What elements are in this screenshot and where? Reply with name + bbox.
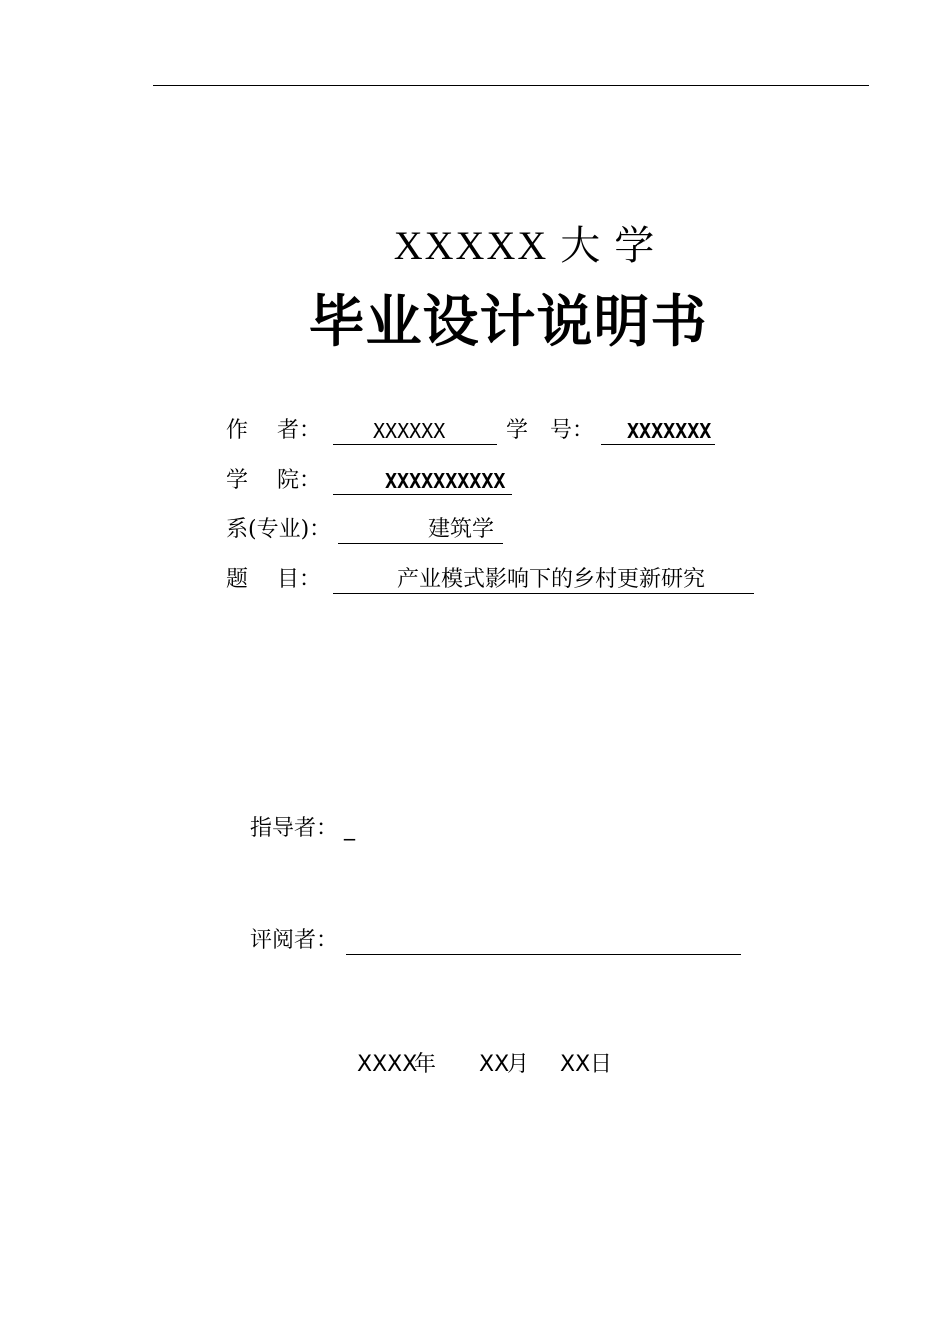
university-name: XXXXX 大 学 (393, 223, 657, 268)
author-value: XXXXXX (373, 419, 446, 443)
date-month-unit: 月 (507, 1052, 530, 1077)
department-value: 建筑学 (428, 517, 495, 542)
document-title: 毕业设计说明书 (308, 290, 708, 355)
date-row (357, 1050, 657, 1082)
author-row (226, 416, 786, 448)
college-field (333, 466, 512, 495)
topic-field (333, 565, 754, 594)
topic-label: 题 目： (226, 567, 321, 592)
date-year: XXXX (357, 1052, 418, 1077)
department-row (226, 515, 626, 547)
date-year-unit: 年 (414, 1052, 437, 1077)
advisor-row (250, 814, 450, 846)
college-label: 学 院： (226, 468, 321, 493)
advisor-label: 指导者： (250, 816, 339, 841)
date-day: XX (560, 1052, 591, 1077)
college-row (226, 466, 626, 498)
college-value: XXXXXXXXXX (385, 469, 506, 493)
author-field (333, 416, 497, 445)
date-month: XX (479, 1052, 510, 1077)
department-field (338, 515, 503, 544)
student-id-field (601, 416, 715, 445)
student-id-value: XXXXXXX (627, 419, 712, 443)
advisor-value: _ (344, 816, 355, 841)
date-day-unit: 日 (590, 1052, 613, 1077)
topic-row (226, 565, 786, 597)
department-label: 系(专业)： (226, 517, 332, 542)
header-rule (153, 85, 869, 86)
reviewer-row (250, 926, 750, 958)
reviewer-field (346, 926, 741, 955)
topic-value: 产业模式影响下的乡村更新研究 (397, 567, 706, 592)
reviewer-label: 评阅者： (250, 928, 339, 953)
student-id-label: 学 号： (506, 418, 595, 443)
author-label: 作 者： (226, 418, 321, 443)
